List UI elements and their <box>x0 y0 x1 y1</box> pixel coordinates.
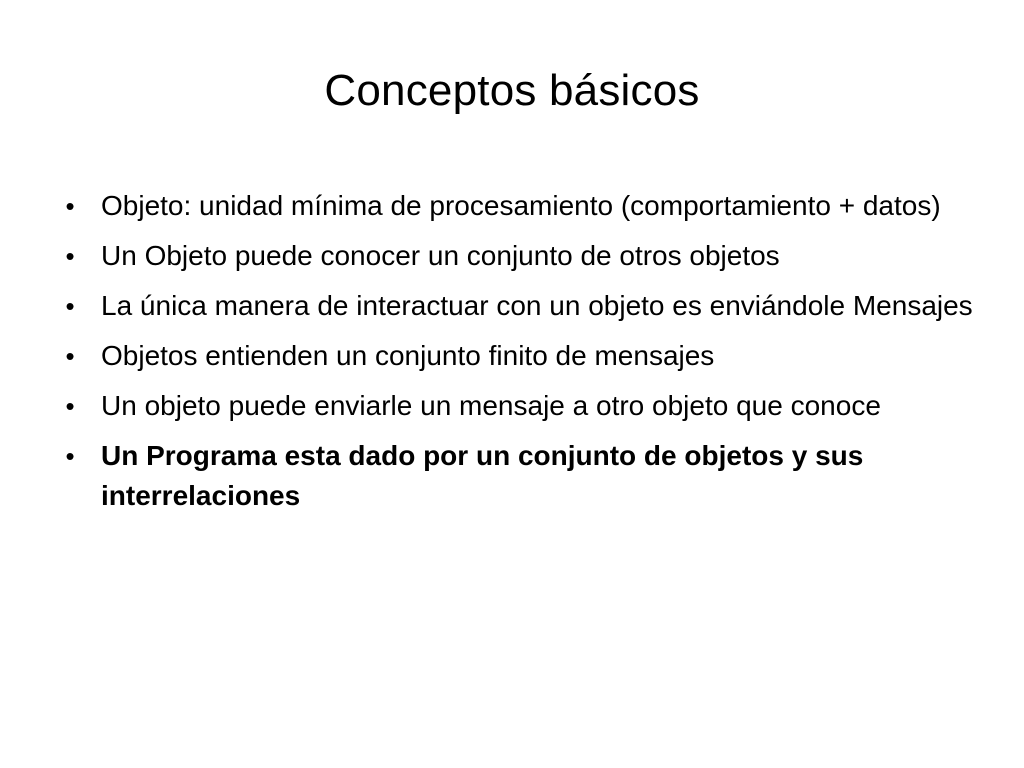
bullet-dot-icon: • <box>65 191 75 221</box>
bullet-item-programa <box>60 436 980 516</box>
bullet-item-enviar <box>60 386 980 426</box>
bullet-dot-icon: • <box>65 441 75 471</box>
bullet-text: Objetos entienden un conjunto finito de mensajes <box>101 340 715 371</box>
bullet-text: Un objeto puede enviarle un mensaje a otro objeto que conoce <box>101 390 881 421</box>
bullet-item-objeto <box>60 186 980 226</box>
bullet-list <box>60 186 980 526</box>
bullet-item-interactuar <box>60 286 980 326</box>
bullet-dot-icon: • <box>65 341 75 371</box>
bullet-item-mensajes <box>60 336 980 376</box>
slide-title: Conceptos básicos <box>324 66 700 116</box>
bullet-dot-icon: • <box>65 391 75 421</box>
bullet-text: La única manera de interactuar con un objeto es enviándole Mensajes <box>101 290 973 321</box>
bullet-dot-icon: • <box>65 241 75 271</box>
bullet-text: Objeto: unidad mínima de procesamiento (comportamiento + datos) <box>101 190 941 221</box>
bullet-dot-icon: • <box>65 291 75 321</box>
bullet-item-conocer <box>60 236 980 276</box>
bullet-text: Un Objeto puede conocer un conjunto de otros objetos <box>101 240 780 271</box>
bullet-text: Un Programa esta dado por un conjunto de objetos y sus interrelaciones <box>101 440 864 511</box>
